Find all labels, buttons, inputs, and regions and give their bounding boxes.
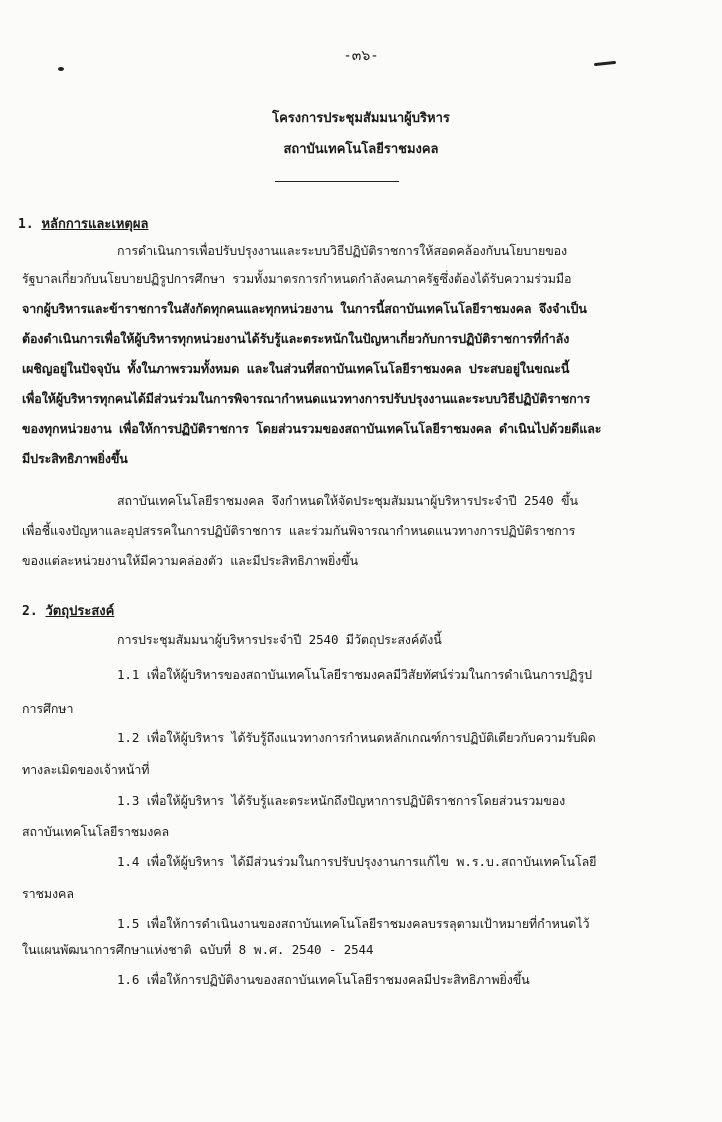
paragraph-line: เพื่อชี้แจงปัญหาและอุปสรรคในการปฏิบัติราชการ และร่วมกันพิจารณากำหนดแนวทางการปฏิบัติราชการ <box>22 523 576 538</box>
paragraph-line: มีประสิทธิภาพยิ่งขึ้น <box>22 451 128 466</box>
section-number: 2. <box>22 604 38 619</box>
section-2-heading <box>22 600 114 621</box>
document-subtitle: สถาบันเทคโนโลยีราชมงคล <box>283 142 439 157</box>
objective-item: 1.3 เพื่อให้ผู้บริหาร ได้รับรู้และตระหนักถึงปัญหาการปฏิบัติราชการโดยส่วนรวมของ <box>117 793 566 808</box>
objective-item: 1.4 เพื่อให้ผู้บริหาร ได้มีส่วนร่วมในการปรับปรุงงานการแก้ไข พ.ร.บ.สถาบันเทคโนโลยี <box>117 854 597 869</box>
objective-item-cont: สถาบันเทคโนโลยีราชมงคล <box>22 824 170 839</box>
paragraph-line: เพื่อให้ผู้บริหารทุกคนได้มีส่วนร่วมในการพิจารณากำหนดแนวทางการปรับปรุงงานและระบบวิธีปฏิบัติราชการ <box>22 391 591 406</box>
objective-item: 1.5 เพื่อให้การดำเนินงานของสถาบันเทคโนโลยีราชมงคลบรรลุตามเป้าหมายที่กำหนดไว้ <box>117 916 590 931</box>
objective-item-cont: ทางละเมิดของเจ้าหน้าที่ <box>22 762 150 777</box>
section-title: วัตถุประสงค์ <box>45 604 115 619</box>
paragraph-line: รัฐบาลเกี่ยวกับนโยบายปฏิรูปการศึกษา รวมทั้งมาตรการกำหนดกำลังคนภาครัฐซึ่งต้องได้รับความร่วมมือ <box>22 271 572 286</box>
section-title: หลักการและเหตุผล <box>41 217 149 232</box>
objective-item-cont: ในแผนพัฒนาการศึกษาแห่งชาติ ฉบับที่ 8 พ.ศ. 2540 - 2544 <box>22 942 374 957</box>
scan-mark <box>58 67 64 71</box>
paragraph-line: ต้องดำเนินการเพื่อให้ผู้บริหารทุกหน่วยงานได้รับรู้และตระหนักในปัญหาเกี่ยวกับการปฏิบัติราชการที่กำลัง <box>22 331 570 346</box>
page-number: -๓๖- <box>343 48 379 64</box>
document-title: โครงการประชุมสัมมนาผู้บริหาร <box>272 111 450 126</box>
objective-item: 1.2 เพื่อให้ผู้บริหาร ได้รับรู้ถึงแนวทางการกำหนดหลักเกณฑ์การปฏิบัติเดียวกับความรับผิด <box>117 730 596 745</box>
section-number: 1. <box>18 217 34 232</box>
objective-item-cont: การศึกษา <box>22 701 74 716</box>
paragraph-line: สถาบันเทคโนโลยีราชมงคล จึงกำหนดให้จัดประชุมสัมมนาผู้บริหารประจำปี 2540 ขึ้น <box>117 493 578 508</box>
paragraph-line: ของทุกหน่วยงาน เพื่อให้การปฏิบัติราชการ โดยส่วนรวมของสถาบันเทคโนโลยีราชมงคล ดำเนินไปด้วยดีและ <box>22 421 602 436</box>
paragraph-line: การดำเนินการเพื่อปรับปรุงงานและระบบวิธีปฏิบัติราชการให้สอดคล้องกับนโยบายของ <box>117 243 568 258</box>
paragraph-line: ของแต่ละหน่วยงานให้มีความคล่องตัว และมีประสิทธิภาพยิ่งขึ้น <box>22 553 359 568</box>
paragraph-line: การประชุมสัมมนาผู้บริหารประจำปี 2540 มีวัตถุประสงค์ดังนี้ <box>117 632 442 647</box>
objective-item-cont: ราชมงคล <box>22 886 74 901</box>
paragraph-line: เผชิญอยู่ในปัจจุบัน ทั้งในภาพรวมทั้งหมด และในส่วนที่สถาบันเทคโนโลยีราชมงคล ประสบอยู่ในขณะนี้ <box>22 361 570 376</box>
objective-item: 1.6 เพื่อให้การปฏิบัติงานของสถาบันเทคโนโลยีราชมงคลมีประสิทธิภาพยิ่งขึ้น <box>117 972 530 987</box>
objective-item: 1.1 เพื่อให้ผู้บริหารของสถาบันเทคโนโลยีราชมงคลมีวิสัยทัศน์ร่วมในการดำเนินการปฏิรูป <box>117 667 592 682</box>
paragraph-line: จากผู้บริหารและข้าราชการในสังกัดทุกคนและทุกหน่วยงาน ในการนี้สถาบันเทคโนโลยีราชมงคล จึงจำเป็น <box>22 301 587 316</box>
section-1-heading <box>18 213 148 234</box>
title-divider <box>275 181 399 182</box>
